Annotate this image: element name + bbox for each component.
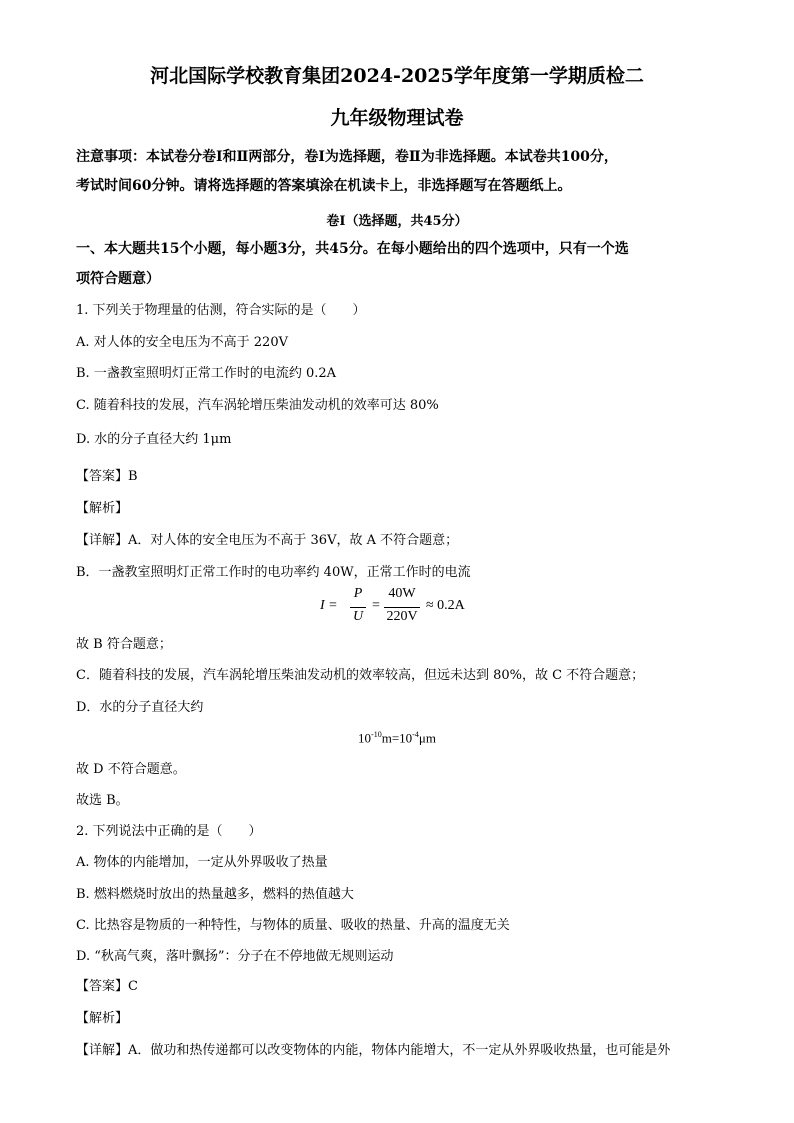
q1-analysis-label: 【解析】 — [76, 501, 129, 516]
q2-option-c: C. 比热容是物质的一种特性，与物体的质量、吸收的热量、升高的温度无关 — [76, 918, 510, 933]
formula-num-2: 40W — [388, 586, 416, 601]
q1-detail-d: D．水的分子直径大约 — [76, 700, 204, 715]
d-formula-base: 10 — [358, 730, 372, 746]
q1-final: 故选 B。 — [76, 793, 129, 808]
q1-current-formula — [320, 586, 480, 630]
q1-d-conclusion: 故 D 不符合题意。 — [76, 762, 186, 777]
notice-line-1: 注意事项：本试卷分卷Ⅰ和Ⅱ两部分，卷Ⅰ为选择题，卷Ⅱ为非选择题。本试卷共100分， — [76, 149, 618, 165]
q1-b-conclusion: 故 B 符合题意； — [76, 637, 172, 652]
q1-detail-c: C．随着科技的发展，汽车涡轮增压柴油发动机的效率较高，但远未达到 80%，故 C 不符合题意； — [76, 668, 645, 683]
q2-option-b: B. 燃料燃烧时放出的热量越多，燃料的热值越大 — [76, 887, 354, 902]
q1-option-a: A. 对人体的安全电压为不高于 220V — [76, 335, 288, 350]
formula-lhs: I = — [320, 598, 338, 613]
d-formula-mid: m=10 — [381, 730, 413, 746]
section-instruction-2: 项符合题意） — [76, 271, 160, 287]
formula-num-1: P — [353, 586, 363, 601]
q1-option-b: B. 一盏教室照明灯正常工作时的电流约 0.2A — [76, 366, 337, 381]
formula-eq: = — [372, 598, 380, 613]
q2-analysis-label: 【解析】 — [76, 1011, 129, 1026]
q1-option-d: D. 水的分子直径大约 1μm — [76, 432, 232, 447]
formula-den-1: U — [352, 609, 364, 624]
q1-option-c: C. 随着科技的发展，汽车涡轮增压柴油发动机的效率可达 80% — [76, 398, 439, 413]
d-formula-exp-1: -10 — [371, 730, 382, 739]
q2-stem: 2. 下列说法中正确的是（ ） — [76, 824, 262, 839]
formula-rhs: ≈ 0.2A — [426, 598, 465, 613]
d-formula-exp-2: -4 — [412, 730, 419, 739]
q2-option-a: A. 物体的内能增加，一定从外界吸收了热量 — [76, 855, 328, 870]
section-label: 卷Ⅰ（选择题，共45分） — [326, 214, 468, 229]
q1-detail-a: 【详解】A．对人体的安全电压为不高于 36V，故 A 不符合题意； — [76, 533, 459, 548]
fraction-bar-1 — [350, 607, 366, 608]
q1-d-formula — [0, 730, 794, 746]
q1-detail-b: B．一盏教室照明灯正常工作时的电功率约 40W，正常工作时的电流 — [76, 565, 471, 580]
exam-subtitle: 九年级物理试卷 — [330, 107, 464, 129]
section-instruction-1: 一、本大题共15个小题，每小题3分，共45分。在每小题给出的四个选项中，只有一个选 — [76, 241, 629, 257]
formula-den-2: 220V — [386, 609, 418, 624]
exam-title: 河北国际学校教育集团2024-2025学年度第一学期质检二 — [150, 65, 644, 87]
notice-line-2: 考试时间60分钟。请将选择题的答案填涂在机读卡上，非选择题写在答题纸上。 — [76, 178, 572, 194]
q2-detail-a: 【详解】A．做功和热传递都可以改变物体的内能，物体内能增大，不一定从外界吸收热量，也可能是外 — [76, 1043, 671, 1058]
q1-stem: 1. 下列关于物理量的估测，符合实际的是（ ） — [76, 303, 366, 318]
q2-option-d: D. “秋高气爽，落叶飘扬”：分子在不停地做无规则运动 — [76, 949, 394, 964]
q1-answer: 【答案】B — [76, 469, 138, 484]
d-formula-unit: μm — [418, 730, 436, 746]
q2-answer: 【答案】C — [76, 979, 138, 994]
fraction-bar-2 — [384, 607, 420, 608]
